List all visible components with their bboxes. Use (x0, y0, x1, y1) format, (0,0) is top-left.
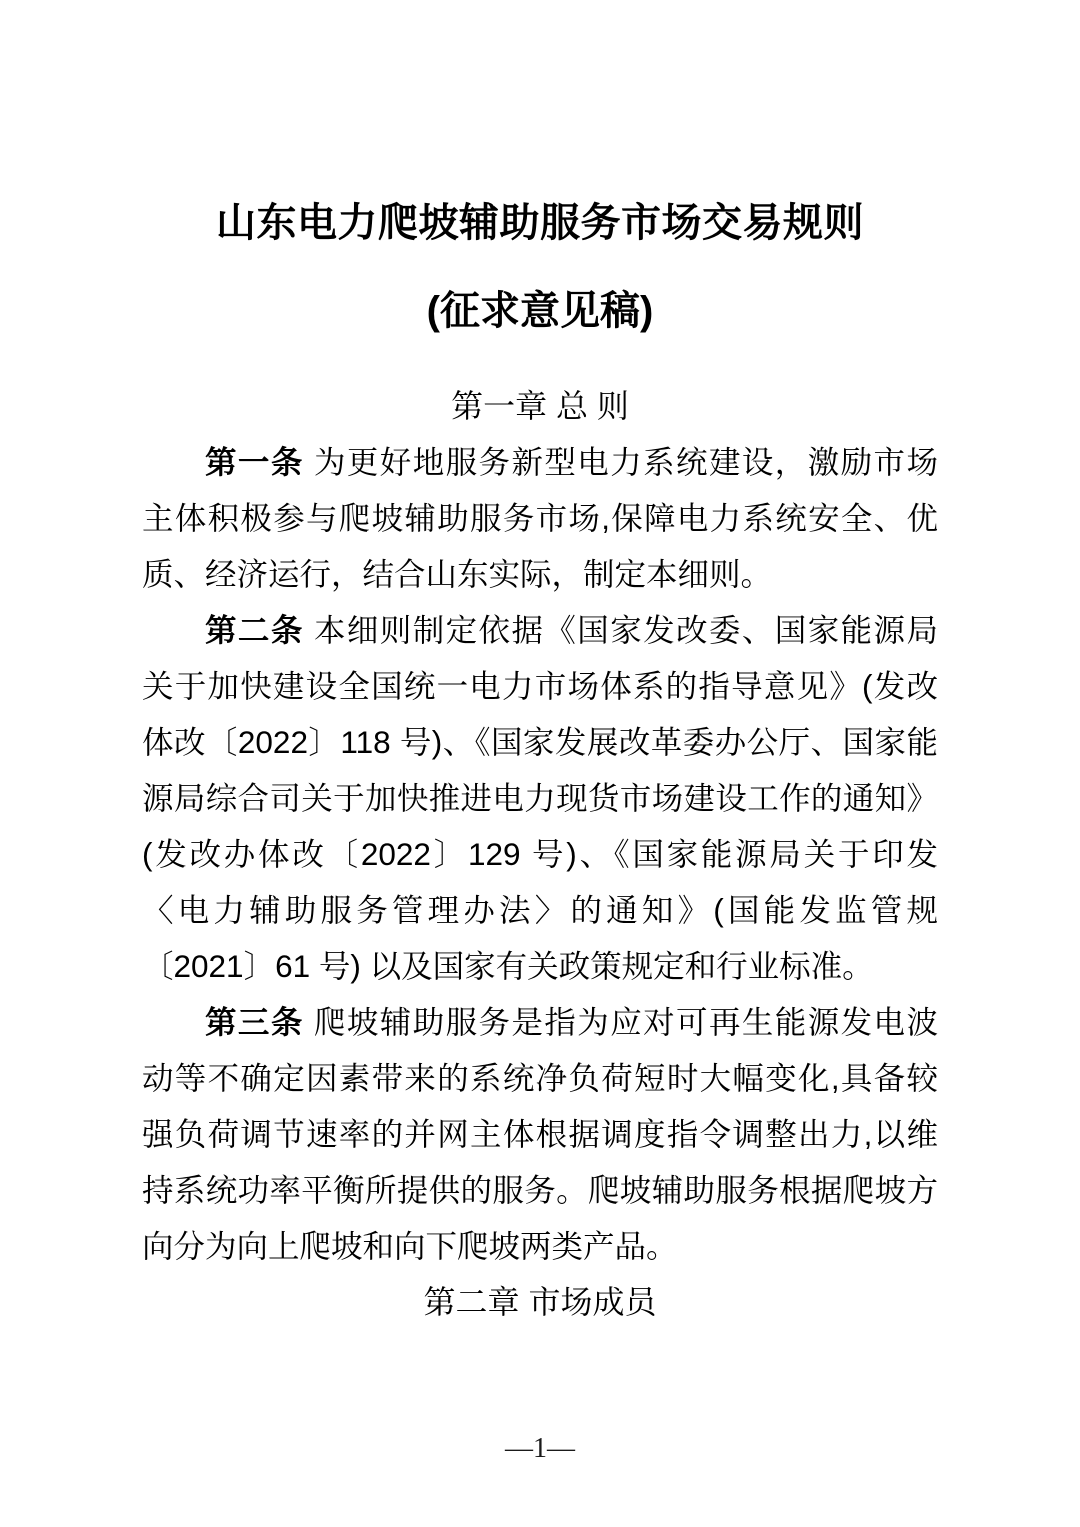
article-paragraph (142, 994, 938, 1274)
document-title: 山东电力爬坡辅助服务市场交易规则 (216, 201, 864, 245)
article-paragraph (142, 602, 938, 994)
article-text: 为更好地服务新型电力系统建设，激励市场主体积极参与爬坡辅助服务市场,保障电力系统安全、优质、经济运行，结合山东实际，制定本细则。 (142, 444, 938, 592)
document-body (142, 378, 938, 1330)
article-label: 第二条 (205, 612, 304, 648)
article-label: 第三条 (205, 1004, 304, 1040)
article-paragraph (142, 434, 938, 602)
article-text: 爬坡辅助服务是指为应对可再生能源发电波动等不确定因素带来的系统净负荷短时大幅变化,具备较强负荷调节速率的并网主体根据调度指令调整出力,以维持系统功率平衡所提供的服务。爬坡辅助服务根据爬坡方向分为向上爬坡和向下爬坡两类产品。 (142, 1004, 938, 1264)
chapter-heading-2: 第二章 市场成员 (423, 1284, 657, 1320)
chapter-heading-1: 第一章 总 则 (451, 388, 629, 424)
document-subtitle: (征求意见稿) (426, 289, 654, 333)
page-number: —1— (505, 1433, 575, 1464)
article-label: 第一条 (205, 444, 304, 480)
article-text: 本细则制定依据《国家发改委、国家能源局关于加快建设全国统一电力市场体系的指导意见》(发改体改〔2022〕118 号)、《国家发展改革委办公厅、国家能源局综合司关于加快推进电力现货市场建设工作的通知》(发改办体改〔2022〕129 号)、《国家能源局关于印发〈电力辅助服务管理办法〉的通知》(国能发监管规〔2021〕61 号) 以及国家有关政策规定和行业标准。 (142, 612, 938, 984)
